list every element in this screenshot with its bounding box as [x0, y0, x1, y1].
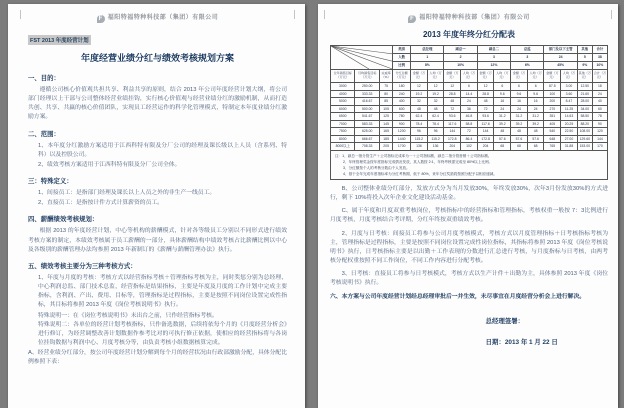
table-cell: 62.4: [411, 113, 428, 121]
table-cell: 62.4: [427, 113, 444, 121]
table-notes: [331, 150, 608, 179]
table-cell: 75: [379, 83, 392, 91]
headcount-cell: 3: [511, 54, 544, 62]
diagonal-header-lines: [331, 46, 392, 69]
definition-item-1: 1、间接员工：是指部门经理及课长以上人员之外的非生产一线员工。: [38, 190, 216, 197]
table-cell: 250.00: [355, 83, 379, 91]
paragraph-b: B、公司整体业绩分红部分，发放方式分为当月发放30%，年终发放30%，次年3月份发放30%的方式进行，剩下 10%将投入次年企业文化建设活动基金。: [330, 185, 608, 202]
ratio-cell: 8%: [411, 62, 444, 70]
table-row: [331, 83, 608, 91]
table-cell: 6: [527, 83, 544, 91]
page1-title: 年度经营业绩分红与绩效考核规划方案: [80, 53, 234, 63]
table-note-line: 4、基于全年完成年度指标率为分红考核期，低于 80%，来年分红奖励将按照分配予以相应递减。: [343, 171, 497, 176]
table-row: [331, 98, 608, 106]
paragraph-salary-plan: 根据 2013 的年度经营计划，中心等机构的薪酬模式，针对各等级员工分别以不同形式进行绩效考核方案的制定，本绩效考核属于员工薪酬的一部分，具体薪酬结构中绩效考核占比薪酬比例以中心及各级别的薪酬管理办法均参照 2013 年新制订的《薪酬与薪酬管理办法》执行。: [28, 228, 287, 253]
margin-mark-icon: [611, 10, 612, 19]
table-cell: 68: [511, 143, 528, 151]
table-cell: 78.4: [427, 120, 444, 128]
section-heading-assessment: 五、绩效考核主要分为三种考核方式：: [28, 262, 137, 270]
table-cell: 93.6: [444, 113, 461, 121]
page-2: [318, 4, 618, 408]
table-cell: 57.6: [511, 135, 528, 143]
table-row: [331, 90, 608, 98]
table-cell: 48: [427, 105, 444, 113]
company-name: 福阳特福特种科技部（集团）有限公司: [419, 15, 530, 21]
headcount-cell: 2: [444, 54, 477, 62]
table-cell: 78.4: [411, 120, 428, 128]
category-header-cell: 其他: [577, 46, 592, 54]
table-cell: 4000: [331, 90, 355, 98]
table-cell: 180: [393, 83, 411, 91]
table-row: [331, 128, 608, 136]
table-subheader-cell: 完成率（%）: [379, 70, 392, 83]
table-cell: 9.6: [511, 90, 528, 98]
table-cell: 31.88: [561, 143, 578, 151]
table-note-line: 2、年终管理奖金按年度指标完成情况发放，其人数按 2:1，年终考核需完成至 80%以上比例。: [343, 159, 493, 164]
table-subheader-cell: 金额（万元）: [411, 70, 428, 83]
table-cell: 144: [444, 128, 461, 136]
table-cell: 20.25: [561, 120, 578, 128]
table-cell: 39.2: [527, 120, 544, 128]
table-cell: 48: [477, 98, 494, 106]
table-cell: 60: [592, 105, 607, 113]
table-row: [331, 105, 608, 113]
table-cell: 400: [393, 98, 411, 106]
table-subheader-cell: 金额（万元）: [544, 70, 561, 83]
paragraph-monthly-daily: 2、月度与日考核：间接员工将参与公司月度考核模式，考核方式以月度管理指标＋日考核指标考核为主，管理指标是过程指标，主要是按照不同岗位设置完成性岗位指标，其指标将参照 2013 年度《岗位考核说明书》执行，日考核指标主要是以出勤＋工作表现的分数进行汇总进行考核，与月度指标与日考核，由两考核分配权重按照不同工作岗位，不同工作内容进行分配考核。: [330, 230, 608, 265]
scope-item-1: 1、本年度分红激励方案适用于江西科特有限及分厂公司的经理及课长级以上人员（含系列、特科）以及控股公司。: [38, 142, 287, 158]
table-cell: 58.8: [461, 120, 478, 128]
category-header-cell: 部门及以下主管: [544, 46, 577, 54]
table-cell: 28.8: [444, 90, 461, 98]
table-cell: 1200: [393, 128, 411, 136]
table-cell: 96: [427, 128, 444, 136]
table-cell: 780: [393, 113, 411, 121]
margin-mark-icon: [294, 10, 295, 19]
headcount-cell: 3: [477, 54, 510, 62]
table-cell: 625.00: [355, 128, 379, 136]
category-header-cell: 副总二: [477, 46, 510, 54]
ratio-label: 比例: [393, 62, 411, 70]
table-cell: 68: [494, 143, 511, 151]
ratio-cell: 12%: [477, 62, 510, 70]
table-cell: 6000: [331, 105, 355, 113]
table-cell: 1700: [393, 143, 411, 151]
company-header: [330, 12, 608, 23]
table-note-line: 注：1、副总一指分管生产＋公司指标完成率为一＋公司指标额，副总二指分管营销＋公司指标额。: [335, 153, 492, 158]
doc-tag: FST 2013 年度经营计划: [28, 35, 91, 45]
table-cell: 5000: [331, 98, 355, 106]
table-row: [331, 143, 608, 151]
diagonal-header-cell: [331, 46, 393, 70]
table-cell: 8.47: [561, 98, 578, 106]
table-subheader-cell: 人均（万元）: [561, 70, 578, 83]
table-cell: 57.6: [494, 135, 511, 143]
table-cell: 39.2: [494, 120, 511, 128]
company-logo-icon: F: [98, 16, 103, 22]
table-cell: 351: [544, 113, 561, 121]
table-row: [331, 120, 608, 128]
company-name: 福阳特福特种科技部（集团）有限公司: [107, 15, 219, 21]
table-subheader-cell: 金额（万元）: [444, 70, 461, 83]
section-heading-salary-plan: 四、薪酬绩效考核规划：: [28, 216, 99, 224]
section-heading-scope: 二、范围：: [28, 130, 60, 138]
headcount-cell: 1: [411, 54, 444, 62]
dividend-table-body: [331, 83, 608, 151]
table-cell: 78: [592, 113, 607, 121]
table-cell: 204: [444, 143, 461, 151]
ratio-cell: 9%: [577, 62, 592, 70]
table-cell: 172.8: [444, 135, 461, 143]
section-heading-purpose: 一、目的：: [28, 75, 60, 82]
margin-mark-icon: [324, 10, 325, 19]
table-cell: 333.33: [355, 90, 379, 98]
table-cell: 28.00: [577, 98, 592, 106]
paragraph-daily: 3、日考核：直接员工将参与日考核模式，考核方式以生产计件＋出勤为主，具体参照 2013 年度《岗位考核说明书》执行。: [330, 271, 608, 287]
table-subheader-cell: 金额（万元）: [511, 70, 528, 83]
table-cell: 80: [379, 90, 392, 98]
table-cell: 600: [393, 105, 411, 113]
table-cell: 129.60: [577, 135, 592, 143]
table-cell: 39.2: [511, 120, 528, 128]
table-cell: 6: [461, 83, 478, 91]
table-cell: 144: [477, 128, 494, 136]
table-note-line: 3、分红额按个人的考核分数由个人发放。: [343, 165, 410, 170]
table-cell: 68: [527, 143, 544, 151]
table-cell: 14.4: [461, 90, 478, 98]
table-cell: 11.25: [561, 105, 578, 113]
table-cell: 708.33: [355, 143, 379, 151]
table-cell: 31.2: [511, 113, 528, 121]
table-cell: 72: [477, 105, 494, 113]
table-cell: 48: [494, 128, 511, 136]
table-cell: 540: [544, 128, 561, 136]
dividend-table: [330, 45, 608, 180]
table-cell: 32: [427, 98, 444, 106]
section-heading-effective: 六、本方案与公司年度经营计划经总经理审批后一并生效，未尽事宜在月度经营分析会上进行解决。: [330, 293, 586, 300]
ratio-cell: 45%: [544, 62, 577, 70]
table-cell: 12: [477, 83, 494, 91]
table-cell: 88.20: [577, 120, 592, 128]
table-subheader-cell: 人均（万元）: [427, 70, 444, 83]
table-cell: 6500: [331, 113, 355, 121]
table-cell: 36: [461, 105, 478, 113]
table-cell: 87.5: [544, 83, 561, 91]
table-cell: 72: [461, 128, 478, 136]
table-cell: 9.6: [527, 90, 544, 98]
table-cell: 28.8: [477, 90, 494, 98]
assessment-item-1: 1、年度与月度的考核：考核方式以经营指标考核＋管理指标考核为主，同时奖惩分别为总经理、中心利润总监、部门技术总监，经营指标是结果指标，主要是年度及月度的工作计划中完成主要指标，含利润、产出、费用、目标等，管理指标是过程指标，主要是按照不同岗位设置完成性指标，其目标将参照 2013 年度《岗位考核说明书》执行。: [38, 274, 287, 309]
table-cell: 120: [592, 128, 607, 136]
table-subheader-cell: 月均销售目标（万元）: [355, 70, 379, 83]
table-cell: 117.6: [477, 120, 494, 128]
table-cell: 200: [544, 98, 561, 106]
table-cell: 24: [511, 105, 528, 113]
table-cell: 14.63: [561, 113, 578, 121]
category-header-cell: 总经理: [411, 46, 444, 54]
table-cell: 16: [527, 98, 544, 106]
table-cell: 31.2: [494, 113, 511, 121]
table-cell: 405: [544, 120, 561, 128]
table-cell: 27.00: [561, 135, 578, 143]
table-cell: 3.00: [561, 83, 578, 91]
table-cell: 7500: [331, 128, 355, 136]
table-cell: 19.2: [411, 90, 428, 98]
table-cell: 115.2: [427, 135, 444, 143]
table-notes-row: [331, 150, 608, 179]
table-cell: 31.2: [527, 113, 544, 121]
table-cell: 648: [544, 135, 561, 143]
table-cell: 93.6: [477, 113, 494, 121]
table-cell: 34.00: [577, 105, 592, 113]
table-cell: 102: [461, 143, 478, 151]
table-cell: 24: [527, 105, 544, 113]
table-cell: 24: [592, 90, 607, 98]
table-subheader-cell: 分红总额（万元）: [393, 70, 411, 83]
table-header-row-categories: [331, 46, 608, 54]
page2-title: 2013 年度年终分红分配表: [422, 30, 516, 39]
table-cell: 115.2: [411, 135, 428, 143]
paragraph-c: C、属于年度和月度双重考核岗位，考核指标中的经营指标和管理指标，考核权重一般按 7：3比例进行月度考核，月度考核结合考评期，分红年终按双重绩效考核。: [330, 208, 608, 224]
table-cell: 170: [592, 143, 607, 151]
table-cell: 105: [379, 105, 392, 113]
category-header-cell: 副总一: [444, 46, 477, 54]
category-label-cell: 类别: [393, 46, 411, 54]
table-cell: 136: [427, 143, 444, 151]
paragraph-purpose: 遵循公司核心价值观共担共享、利益共享的原则，结合 2013 年公司年度经营计划大纲，将公司部门经理以上干部与公司整体经营业绩挂钩，实行核心价值观与经营业绩分红的激励机制，从而打造共创、共享、共赢的核心价值团队，实现员工经营运作的科学化管理模式，特制定本年度业绩分红激励方案。: [28, 87, 287, 121]
table-cell: 90: [592, 120, 607, 128]
table-subheader-cell: 其他（万元）: [577, 70, 592, 83]
table-cell: 145: [379, 120, 392, 128]
table-cell: 416.67: [355, 98, 379, 106]
table-cell: 541.67: [355, 113, 379, 121]
table-cell: 40: [592, 98, 607, 106]
table-cell: 16: [494, 98, 511, 106]
table-subheader-cell: 人均（万元）: [527, 70, 544, 83]
table-cell: 32: [411, 98, 428, 106]
table-cell: 6: [494, 83, 511, 91]
table-cell: 204: [477, 143, 494, 151]
table-cell: 583.33: [355, 120, 379, 128]
section-heading-definitions: 三：特殊定义：: [28, 178, 73, 186]
table-cell: 7000: [331, 120, 355, 128]
table-subheader-cell: 人均（万元）: [461, 70, 478, 83]
table-row: [331, 113, 608, 121]
table-cell: 48: [511, 128, 528, 136]
ratio-cell: 10%: [444, 62, 477, 70]
headcount-cell: 24: [544, 54, 577, 62]
table-subheader-cell: 人均（万元）: [494, 70, 511, 83]
table-cell: 18: [592, 83, 607, 91]
company-header: [28, 12, 287, 23]
table-cell: 58.50: [577, 113, 592, 121]
table-cell: 153.00: [577, 143, 592, 151]
table-cell: 85: [379, 98, 392, 106]
table-cell: 57.6: [527, 135, 544, 143]
scope-item-2: 2、绩效考核方案适用于江西科特有限及分厂公司全体。: [38, 161, 181, 168]
table-cell: 48: [444, 98, 461, 106]
table-cell: 117.6: [444, 120, 461, 128]
table-cell: 185: [379, 135, 392, 143]
table-cell: 165: [379, 128, 392, 136]
table-subheader-cell: 全年销售目标（万元）: [331, 70, 355, 83]
table-cell: 24: [494, 105, 511, 113]
table-cell: 1440: [393, 135, 411, 143]
table-cell: 136: [411, 143, 428, 151]
ratio-cell: 10%: [592, 62, 607, 70]
table-subheader-cell: 金额（万元）: [477, 70, 494, 83]
table-cell: 72: [444, 105, 461, 113]
table-cell: 86.4: [461, 135, 478, 143]
ratio-cell: 6%: [511, 62, 544, 70]
table-row: [331, 135, 608, 143]
table-cell: 96: [411, 128, 428, 136]
special-note-1: 特殊说明一：在《岗位考核说明书》未出台之前，只作经营指标考核。: [38, 312, 218, 319]
headcount-cell: 5: [577, 54, 592, 62]
table-cell: 12.50: [577, 83, 592, 91]
table-cell: 6: [511, 83, 528, 91]
table-cell: 21.60: [577, 90, 592, 98]
table-cell: 12: [411, 83, 428, 91]
date-label: 日期：2013 年 1 月 22 日: [485, 338, 558, 346]
table-cell: 16: [511, 98, 528, 106]
table-cell: 108.00: [577, 128, 592, 136]
paragraph-bonus-a: A、经营业绩分红部分，按公司年度经营计划分解到每个月的经营状况由行政部激励分配，具体分配比例参照下表：: [28, 349, 287, 365]
table-cell: 500.00: [355, 105, 379, 113]
special-note-2: 特殊说明二：各单位的经营计划考核指标，只作备选数据，后续将依每个月的《月度经营分析会》进行修订，为经营调整改善计划数据作参考比对的可执行修正依据，使相应的经营指标将与各岗位挂钩数据与利润中心、月度考核分等，由负责考核小组数据核算完成。: [38, 321, 287, 347]
table-cell: 24: [461, 98, 478, 106]
table-cell: 3000: [331, 83, 355, 91]
table-cell: 22.50: [561, 128, 578, 136]
table-cell: 12: [427, 83, 444, 91]
gm-signature-label: 总经理签署：: [485, 317, 525, 325]
table-cell: 900: [393, 120, 411, 128]
table-cell: 8000以上: [331, 143, 355, 151]
margin-mark-icon: [20, 10, 21, 19]
table-cell: 172.8: [477, 135, 494, 143]
table-cell: 3.60: [561, 90, 578, 98]
table-cell: 765: [544, 143, 561, 151]
headcount-cell: 38: [592, 54, 607, 62]
table-cell: 19.2: [427, 90, 444, 98]
table-cell: 46.8: [461, 113, 478, 121]
table-cell: 100: [544, 90, 561, 98]
table-cell: 666.67: [355, 135, 379, 143]
table-cell: 8000: [331, 135, 355, 143]
definition-item-2: 2、直接员工：是指按计件方式计算薪资的员工。: [38, 200, 163, 207]
table-cell: 12: [444, 83, 461, 91]
company-logo-icon: F: [410, 16, 415, 22]
page-1: [8, 4, 305, 408]
table-subheader-row: [331, 70, 608, 83]
table-cell: 240: [393, 90, 411, 98]
table-cell: 125: [379, 113, 392, 121]
table-cell: 9.6: [494, 90, 511, 98]
table-cell: 270: [544, 105, 561, 113]
category-header-cell: 总监: [511, 46, 544, 54]
headcount-label: 人数: [393, 54, 411, 62]
table-cell: 205: [379, 143, 392, 151]
table-subheader-cell: 合计（万元）: [592, 70, 607, 83]
table-cell: 144: [592, 135, 607, 143]
category-header-cell: 合计: [592, 46, 607, 54]
table-cell: 48: [527, 128, 544, 136]
table-cell: 48: [411, 105, 428, 113]
